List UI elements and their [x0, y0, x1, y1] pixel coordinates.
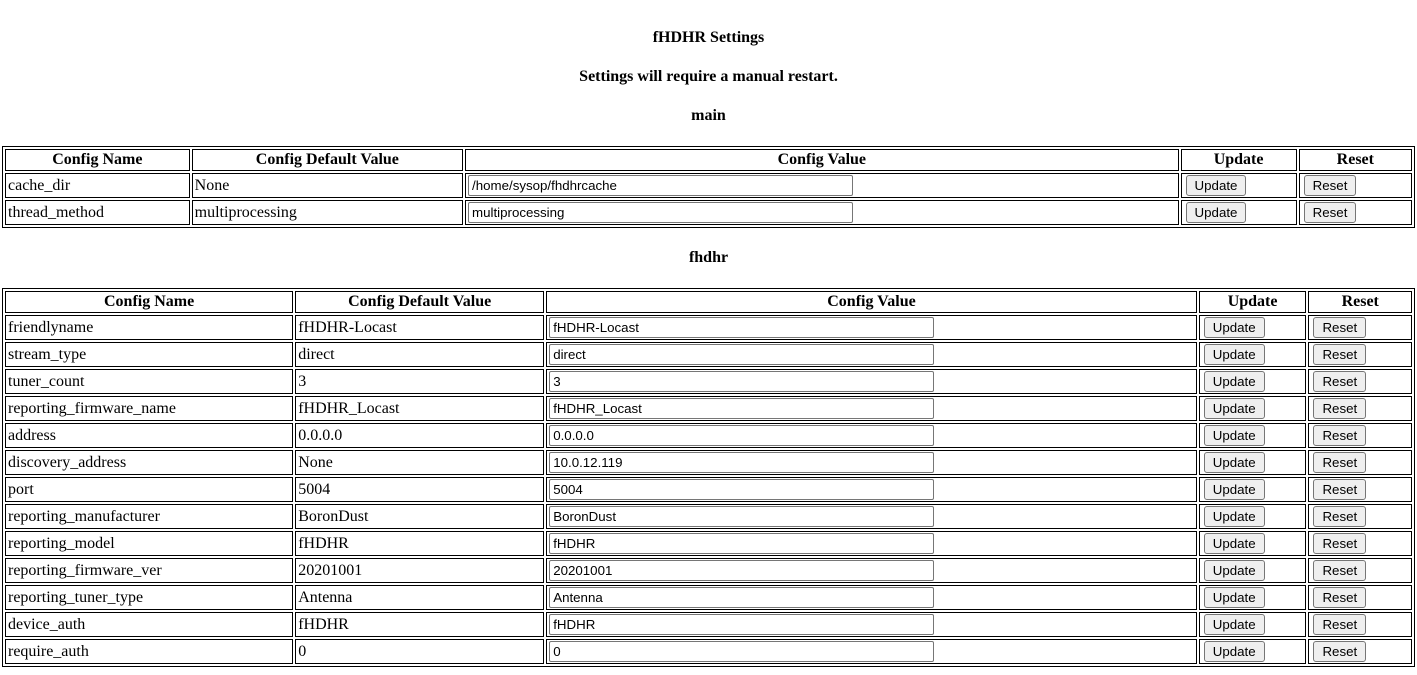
reset-cell: [1308, 585, 1412, 610]
config-section: [2, 107, 1415, 228]
column-header-reset: Reset: [1308, 291, 1412, 313]
reset-button[interactable]: Reset: [1313, 398, 1366, 419]
config-default-value-cell: 3: [295, 369, 544, 394]
config-section: [2, 249, 1415, 667]
config-default-value-cell: fHDHR_Locast: [295, 396, 544, 421]
update-cell: [1199, 639, 1307, 664]
config-name-cell: thread_method: [5, 200, 190, 225]
reset-cell: [1308, 477, 1412, 502]
update-button[interactable]: Update: [1204, 479, 1265, 500]
update-cell: [1199, 450, 1307, 475]
reset-cell: [1308, 450, 1412, 475]
reset-button[interactable]: Reset: [1313, 479, 1366, 500]
reset-cell: [1308, 369, 1412, 394]
column-header-update: Update: [1199, 291, 1307, 313]
config-value-cell: [546, 612, 1197, 637]
config-row: [5, 531, 1412, 556]
config-name-cell: reporting_tuner_type: [5, 585, 293, 610]
config-value-cell: [546, 423, 1197, 448]
config-value-cell: [546, 558, 1197, 583]
reset-button[interactable]: Reset: [1313, 371, 1366, 392]
config-value-input[interactable]: [549, 317, 934, 338]
update-button[interactable]: Update: [1186, 202, 1247, 223]
update-cell: [1199, 342, 1307, 367]
column-header-config-value: Config Value: [465, 149, 1179, 171]
update-cell: [1199, 612, 1307, 637]
config-value-input[interactable]: [549, 641, 934, 662]
reset-cell: [1308, 423, 1412, 448]
config-value-cell: [546, 639, 1197, 664]
config-default-value-cell: fHDHR: [295, 612, 544, 637]
config-value-input[interactable]: [549, 452, 934, 473]
config-value-input[interactable]: [549, 587, 934, 608]
config-default-value-cell: BoronDust: [295, 504, 544, 529]
reset-cell: [1308, 342, 1412, 367]
config-value-input[interactable]: [549, 533, 934, 554]
config-default-value-cell: 0.0.0.0: [295, 423, 544, 448]
config-name-cell: tuner_count: [5, 369, 293, 394]
config-default-value-cell: Antenna: [295, 585, 544, 610]
update-cell: [1181, 200, 1297, 225]
config-row: [5, 639, 1412, 664]
update-button[interactable]: Update: [1204, 533, 1265, 554]
config-default-value-cell: direct: [295, 342, 544, 367]
reset-button[interactable]: Reset: [1313, 452, 1366, 473]
update-button[interactable]: Update: [1204, 344, 1265, 365]
update-cell: [1199, 585, 1307, 610]
table-header-row: [5, 149, 1412, 171]
table-header-row: [5, 291, 1412, 313]
update-button[interactable]: Update: [1204, 587, 1265, 608]
config-value-cell: [546, 369, 1197, 394]
section-title: fhdhr: [688, 249, 729, 266]
update-cell: [1199, 477, 1307, 502]
config-value-input[interactable]: [549, 506, 934, 527]
update-cell: [1199, 315, 1307, 340]
config-row: [5, 315, 1412, 340]
config-default-value-cell: None: [192, 173, 463, 198]
config-value-cell: [546, 342, 1197, 367]
config-value-cell: [546, 396, 1197, 421]
config-row: [5, 450, 1412, 475]
column-header-config-name: Config Name: [5, 291, 293, 313]
update-cell: [1199, 558, 1307, 583]
config-row: [5, 369, 1412, 394]
update-cell: [1199, 369, 1307, 394]
config-default-value-cell: fHDHR-Locast: [295, 315, 544, 340]
page-subtitle: Settings will require a manual restart.: [579, 68, 838, 85]
config-row: [5, 200, 1412, 225]
column-header-config-default-value: Config Default Value: [192, 149, 463, 171]
config-row: [5, 342, 1412, 367]
config-name-cell: cache_dir: [5, 173, 190, 198]
section-title: main: [691, 107, 726, 124]
column-header-config-default-value: Config Default Value: [295, 291, 544, 313]
reset-button[interactable]: Reset: [1313, 425, 1366, 446]
config-default-value-cell: 20201001: [295, 558, 544, 583]
config-name-cell: address: [5, 423, 293, 448]
config-name-cell: require_auth: [5, 639, 293, 664]
reset-button[interactable]: Reset: [1313, 587, 1366, 608]
config-value-input[interactable]: [549, 371, 934, 392]
column-header-update: Update: [1181, 149, 1297, 171]
config-value-cell: [546, 450, 1197, 475]
config-value-input[interactable]: [549, 560, 934, 581]
config-value-input[interactable]: [549, 344, 934, 365]
update-cell: [1199, 504, 1307, 529]
config-name-cell: reporting_firmware_name: [5, 396, 293, 421]
config-value-cell: [465, 200, 1179, 225]
config-name-cell: stream_type: [5, 342, 293, 367]
config-name-cell: discovery_address: [5, 450, 293, 475]
column-header-config-value: Config Value: [546, 291, 1197, 313]
update-cell: [1181, 173, 1297, 198]
config-row: [5, 423, 1412, 448]
reset-cell: [1308, 639, 1412, 664]
config-row: [5, 585, 1412, 610]
config-value-cell: [546, 477, 1197, 502]
config-default-value-cell: 0: [295, 639, 544, 664]
config-row: [5, 173, 1412, 198]
reset-cell: [1308, 531, 1412, 556]
config-row: [5, 558, 1412, 583]
reset-cell: [1308, 612, 1412, 637]
update-button[interactable]: Update: [1204, 317, 1265, 338]
column-header-config-name: Config Name: [5, 149, 190, 171]
config-value-cell: [465, 173, 1179, 198]
reset-cell: [1308, 504, 1412, 529]
update-cell: [1199, 423, 1307, 448]
reset-cell: [1308, 558, 1412, 583]
config-value-cell: [546, 531, 1197, 556]
config-row: [5, 477, 1412, 502]
config-value-cell: [546, 504, 1197, 529]
config-name-cell: reporting_model: [5, 531, 293, 556]
page-title: fHDHR Settings: [652, 29, 765, 46]
update-button[interactable]: Update: [1204, 560, 1265, 581]
reset-button[interactable]: Reset: [1313, 560, 1366, 581]
settings-sections: [2, 107, 1415, 667]
config-name-cell: friendlyname: [5, 315, 293, 340]
update-button[interactable]: Update: [1204, 371, 1265, 392]
config-table: [2, 146, 1415, 228]
update-button[interactable]: Update: [1204, 425, 1265, 446]
config-value-input[interactable]: [549, 425, 934, 446]
config-value-input[interactable]: [549, 614, 934, 635]
config-row: [5, 396, 1412, 421]
update-button[interactable]: Update: [1204, 641, 1265, 662]
reset-cell: [1299, 173, 1412, 198]
reset-button[interactable]: Reset: [1304, 202, 1357, 223]
reset-button[interactable]: Reset: [1313, 506, 1366, 527]
config-row: [5, 504, 1412, 529]
reset-cell: [1308, 315, 1412, 340]
reset-button[interactable]: Reset: [1313, 533, 1366, 554]
reset-button[interactable]: Reset: [1313, 317, 1366, 338]
reset-button[interactable]: Reset: [1313, 614, 1366, 635]
config-name-cell: reporting_manufacturer: [5, 504, 293, 529]
config-value-input[interactable]: [549, 479, 934, 500]
update-button[interactable]: Update: [1204, 506, 1265, 527]
config-default-value-cell: 5004: [295, 477, 544, 502]
config-value-input[interactable]: [468, 175, 853, 196]
update-cell: [1199, 531, 1307, 556]
config-default-value-cell: multiprocessing: [192, 200, 463, 225]
update-cell: [1199, 396, 1307, 421]
update-button[interactable]: Update: [1204, 614, 1265, 635]
config-row: [5, 612, 1412, 637]
config-default-value-cell: fHDHR: [295, 531, 544, 556]
config-value-input[interactable]: [468, 202, 853, 223]
config-name-cell: port: [5, 477, 293, 502]
reset-button[interactable]: Reset: [1313, 344, 1366, 365]
config-value-cell: [546, 585, 1197, 610]
update-button[interactable]: Update: [1186, 175, 1247, 196]
reset-button[interactable]: Reset: [1304, 175, 1357, 196]
reset-button[interactable]: Reset: [1313, 641, 1366, 662]
reset-cell: [1308, 396, 1412, 421]
config-table: [2, 288, 1415, 667]
config-default-value-cell: None: [295, 450, 544, 475]
update-button[interactable]: Update: [1204, 398, 1265, 419]
config-name-cell: reporting_firmware_ver: [5, 558, 293, 583]
config-value-input[interactable]: [549, 398, 934, 419]
column-header-reset: Reset: [1299, 149, 1412, 171]
config-name-cell: device_auth: [5, 612, 293, 637]
reset-cell: [1299, 200, 1412, 225]
config-value-cell: [546, 315, 1197, 340]
update-button[interactable]: Update: [1204, 452, 1265, 473]
